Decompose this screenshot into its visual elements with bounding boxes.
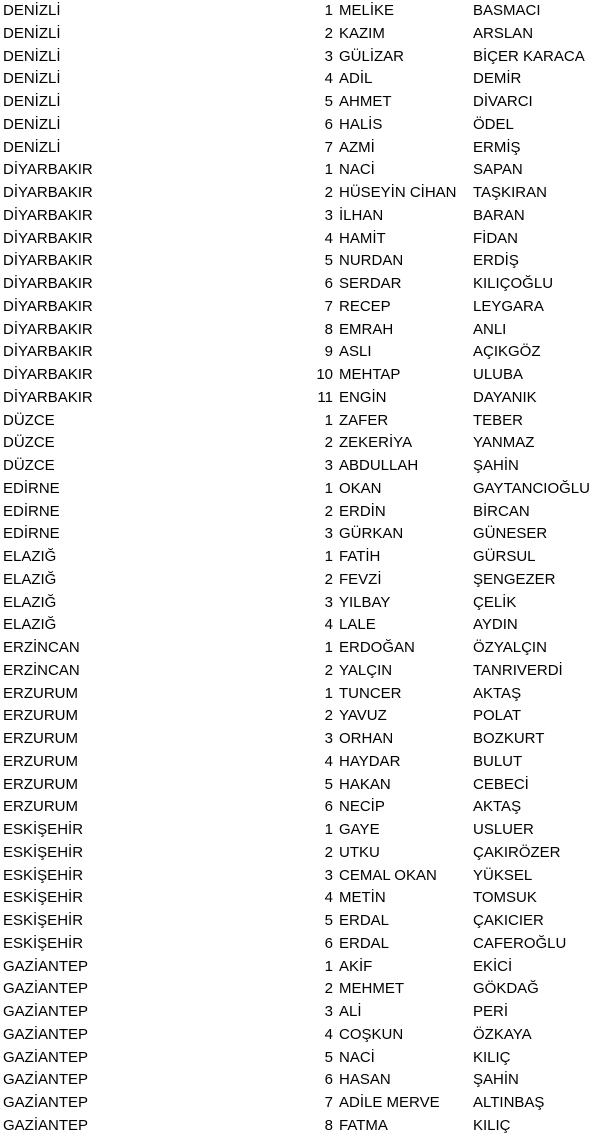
table-row [0,751,600,774]
table-row [0,250,600,273]
table-row [0,569,600,592]
table-row [0,592,600,615]
last-name-cell: ALTINBAŞ [473,1094,545,1111]
first-name-cell: MELİKE [339,2,395,19]
province-cell: ESKİŞEHİR [3,843,84,861]
first-name-cell: HALİS [339,115,383,133]
first-name-cell: FEVZİ [339,570,382,588]
table-row [0,842,600,865]
table-row [0,956,600,979]
rank-cell: 1 [324,161,333,179]
table-row [0,182,600,205]
rank-cell: 5 [324,93,333,110]
first-name-cell: NACİ [339,161,375,179]
first-name-cell: MEHTAP [339,366,401,383]
last-name-cell: AÇIKGÖZ [473,343,541,361]
last-name-cell: GÜRSUL [473,548,536,565]
last-name-cell: ŞAHİN [473,1071,519,1089]
first-name-cell: CEMAL OKAN [339,866,437,884]
rank-cell: 7 [324,1094,333,1111]
last-name-cell: DEMİR [473,70,522,88]
table-row [0,319,600,342]
rank-cell: 9 [324,343,333,361]
table-row [0,614,600,637]
rank-cell: 2 [324,24,333,42]
first-name-cell: ERDAL [339,934,390,952]
province-cell: ERZURUM [3,684,78,702]
first-name-cell: ABDULLAH [339,457,419,474]
province-cell: DİYARBAKIR [3,275,93,292]
first-name-cell: NURDAN [339,252,404,270]
rank-cell: 7 [324,138,333,156]
last-name-cell: GÜNESER [473,525,548,543]
rank-cell: 2 [324,184,333,201]
province-cell: DENİZLİ [3,47,61,65]
province-cell: DÜZCE [3,434,55,452]
first-name-cell: ALİ [339,1003,362,1020]
province-cell: ERZURUM [3,752,78,770]
table-row [0,660,600,683]
last-name-cell: ERMİŞ [473,138,521,156]
last-name-cell: POLAT [473,707,522,725]
province-cell: ERZİNCAN [3,639,80,656]
table-row [0,796,600,819]
table-row [0,887,600,910]
last-name-cell: AYDIN [473,616,518,634]
rank-cell: 4 [324,229,333,247]
rank-cell: 3 [324,1003,333,1020]
rank-cell: 3 [324,593,333,611]
province-cell: ERZURUM [3,730,78,747]
rank-cell: 2 [324,502,333,520]
rank-cell: 2 [324,843,333,861]
last-name-cell: BİRCAN [473,502,530,520]
rank-cell: 2 [324,434,333,452]
last-name-cell: ANLI [473,320,507,338]
rank-cell: 1 [324,821,333,838]
province-cell: DENİZLİ [3,138,61,156]
rank-cell: 1 [324,2,333,19]
province-cell: ESKİŞEHİR [3,912,84,929]
table-row [0,1024,600,1047]
last-name-cell: ŞENGEZER [473,570,556,588]
first-name-cell: HAYDAR [339,752,401,770]
last-name-cell: BOZKURT [473,730,545,747]
rank-cell: 2 [324,707,333,725]
table-row [0,0,600,23]
table-row [0,91,600,114]
first-name-cell: HAKAN [339,775,391,793]
province-cell: DİYARBAKIR [3,297,93,315]
rank-cell: 1 [324,684,333,702]
first-name-cell: ZEKERİYA [339,434,413,452]
last-name-cell: TAŞKIRAN [473,184,547,201]
table-row [0,819,600,842]
rank-cell: 1 [324,639,333,656]
table-row [0,364,600,387]
rank-cell: 5 [324,1048,333,1066]
province-cell: ELAZIĞ [3,548,57,565]
rank-cell: 1 [324,411,333,429]
last-name-cell: BARAN [473,206,525,224]
last-name-cell: FİDAN [473,229,518,247]
rank-cell: 3 [324,525,333,543]
province-cell: DENİZLİ [3,115,61,133]
province-cell: GAZİANTEP [3,1116,89,1134]
first-name-cell: KAZIM [339,24,385,42]
table-row [0,637,600,660]
last-name-cell: ÖDEL [473,115,514,133]
province-cell: DENİZLİ [3,93,61,110]
table-row [0,728,600,751]
province-cell: GAZİANTEP [3,980,89,998]
table-row [0,978,600,1001]
rank-cell: 3 [324,866,333,884]
last-name-cell: TOMSUK [473,889,537,907]
last-name-cell: LEYGARA [473,297,544,315]
rank-cell: 1 [324,548,333,565]
table-row [0,933,600,956]
rank-cell: 6 [324,275,333,292]
table-row [0,23,600,46]
last-name-cell: ÇAKICIER [473,912,544,929]
province-cell: EDİRNE [3,479,60,497]
first-name-cell: ERDAL [339,912,390,929]
last-name-cell: CEBECİ [473,775,529,793]
rank-cell: 4 [324,1025,333,1043]
last-name-cell: EKİCİ [473,957,513,975]
province-cell: ELAZIĞ [3,616,57,634]
first-name-cell: AKİF [339,957,373,975]
last-name-cell: YÜKSEL [473,866,533,884]
first-name-cell: FATİH [339,548,381,565]
province-cell: DİYARBAKIR [3,366,93,383]
last-name-cell: SAPAN [473,161,523,179]
last-name-cell: ÖZYALÇIN [473,639,547,656]
table-row [0,523,600,546]
rank-cell: 5 [324,252,333,270]
table-row [0,546,600,569]
first-name-cell: ERDİN [339,502,386,520]
last-name-cell: DİVARCI [473,93,533,110]
last-name-cell: BASMACI [473,2,541,19]
table-row [0,46,600,69]
first-name-cell: RECEP [339,297,391,315]
rank-cell: 4 [324,616,333,634]
last-name-cell: ÇELİK [473,593,517,611]
last-name-cell: USLUER [473,821,534,838]
first-name-cell: GÜLİZAR [339,47,405,65]
table-row [0,1092,600,1115]
table-row [0,387,600,410]
province-cell: ERZURUM [3,707,78,725]
rank-cell: 6 [324,115,333,133]
province-cell: DENİZLİ [3,70,61,88]
province-cell: DENİZLİ [3,24,61,42]
table-row [0,228,600,251]
rank-cell: 5 [324,775,333,793]
table-row [0,68,600,91]
first-name-cell: ERDOĞAN [339,639,415,656]
table-row [0,1047,600,1070]
province-cell: GAZİANTEP [3,1003,89,1020]
last-name-cell: TANRIVERDİ [473,661,563,679]
last-name-cell: BULUT [473,752,523,770]
province-cell: DİYARBAKIR [3,343,93,361]
first-name-cell: NECİP [339,798,385,816]
first-name-cell: TUNCER [339,684,402,702]
last-name-cell: ÇAKIRÖZER [473,843,561,861]
table-row [0,478,600,501]
rank-cell: 2 [324,570,333,588]
rank-cell: 4 [324,752,333,770]
province-cell: DİYARBAKIR [3,229,93,247]
first-name-cell: İLHAN [339,206,384,224]
last-name-cell: PERİ [473,1003,509,1020]
province-cell: GAZİANTEP [3,1048,89,1066]
last-name-cell: GAYTANCIOĞLU [473,479,590,497]
last-name-cell: AKTAŞ [473,684,522,702]
last-name-cell: ULUBA [473,366,524,383]
province-cell: DİYARBAKIR [3,206,93,224]
table-row [0,705,600,728]
first-name-cell: YALÇIN [339,661,393,679]
province-cell: DİYARBAKIR [3,320,93,338]
table-row [0,1115,600,1138]
province-cell: DİYARBAKIR [3,161,93,179]
table-row [0,296,600,319]
rank-cell: 1 [324,957,333,975]
rank-cell: 10 [316,366,333,383]
last-name-cell: DAYANIK [473,388,537,406]
province-cell: ESKİŞEHİR [3,821,84,838]
rank-cell: 7 [324,297,333,315]
province-cell: GAZİANTEP [3,1025,89,1043]
table-row [0,137,600,160]
last-name-cell: ERDİŞ [473,252,519,270]
rank-cell: 2 [324,661,333,679]
last-name-cell: ARSLAN [473,24,534,42]
last-name-cell: BİÇER KARACA [473,47,585,65]
province-cell: ELAZIĞ [3,593,57,611]
province-cell: DİYARBAKIR [3,252,93,270]
first-name-cell: ADİL [339,70,373,88]
province-cell: ERZURUM [3,798,78,816]
province-cell: DÜZCE [3,457,55,474]
first-name-cell: GAYE [339,821,380,838]
table-row [0,1069,600,1092]
rank-cell: 6 [324,798,333,816]
rank-cell: 3 [324,457,333,474]
table-row [0,774,600,797]
province-cell: ESKİŞEHİR [3,866,84,884]
first-name-cell: HASAN [339,1071,391,1089]
province-cell: DİYARBAKIR [3,184,93,201]
province-cell: DENİZLİ [3,2,61,19]
first-name-cell: LALE [339,616,376,634]
province-cell: EDİRNE [3,502,60,520]
first-name-cell: METİN [339,889,386,907]
province-cell: EDİRNE [3,525,60,543]
first-name-cell: ADİLE MERVE [339,1094,440,1111]
rank-cell: 8 [324,1116,333,1134]
rank-cell: 1 [324,479,333,497]
first-name-cell: MEHMET [339,980,404,998]
rank-cell: 2 [324,980,333,998]
table-row [0,455,600,478]
first-name-cell: FATMA [339,1116,388,1134]
province-cell: ERZİNCAN [3,661,80,679]
first-name-cell: GÜRKAN [339,525,404,543]
last-name-cell: CAFEROĞLU [473,934,567,952]
rank-cell: 4 [324,70,333,88]
province-cell: GAZİANTEP [3,957,89,975]
last-name-cell: GÖKDAĞ [473,980,539,998]
first-name-cell: OKAN [339,479,382,497]
first-name-cell: AZMİ [339,138,375,156]
first-name-cell: YILBAY [339,593,391,611]
province-cell: ELAZIĞ [3,570,57,588]
rank-cell: 8 [324,320,333,338]
rank-cell: 11 [317,388,333,406]
table-row [0,341,600,364]
last-name-cell: KILIÇ [473,1116,511,1134]
table-row [0,910,600,933]
table-row [0,865,600,888]
first-name-cell: HÜSEYİN CİHAN [339,184,457,201]
first-name-cell: YAVUZ [339,707,387,725]
rank-cell: 3 [324,47,333,65]
first-name-cell: AHMET [339,93,392,110]
table-row [0,683,600,706]
first-name-cell: ZAFER [339,411,389,429]
first-name-cell: COŞKUN [339,1025,404,1043]
first-name-cell: UTKU [339,843,380,861]
table-row [0,159,600,182]
table-row [0,114,600,137]
province-cell: ESKİŞEHİR [3,934,84,952]
province-cell: DİYARBAKIR [3,388,93,406]
first-name-cell: NACİ [339,1048,375,1066]
rank-cell: 3 [324,730,333,747]
province-cell: DÜZCE [3,411,55,429]
first-name-cell: SERDAR [339,275,402,292]
rank-cell: 4 [324,889,333,907]
first-name-cell: ORHAN [339,730,394,747]
rank-cell: 6 [324,934,333,952]
table-row [0,1001,600,1024]
last-name-cell: TEBER [473,411,524,429]
last-name-cell: KILIÇ [473,1048,511,1066]
last-name-cell: KILIÇOĞLU [473,275,554,292]
table-row [0,432,600,455]
table-row [0,205,600,228]
province-cell: ERZURUM [3,775,78,793]
province-cell: ESKİŞEHİR [3,889,84,907]
table-row [0,273,600,296]
last-name-cell: ÖZKAYA [473,1025,532,1043]
first-name-cell: ENGİN [339,388,387,406]
last-name-cell: YANMAZ [473,434,535,452]
last-name-cell: ŞAHİN [473,457,519,474]
table-row [0,410,600,433]
first-name-cell: EMRAH [339,320,394,338]
province-cell: GAZİANTEP [3,1071,89,1089]
first-name-cell: HAMİT [339,229,386,247]
last-name-cell: AKTAŞ [473,798,522,816]
rank-cell: 6 [324,1071,333,1089]
first-name-cell: ASLI [339,343,372,361]
rank-cell: 5 [324,912,333,929]
province-cell: GAZİANTEP [3,1094,89,1111]
table-row [0,501,600,524]
rank-cell: 3 [324,206,333,224]
